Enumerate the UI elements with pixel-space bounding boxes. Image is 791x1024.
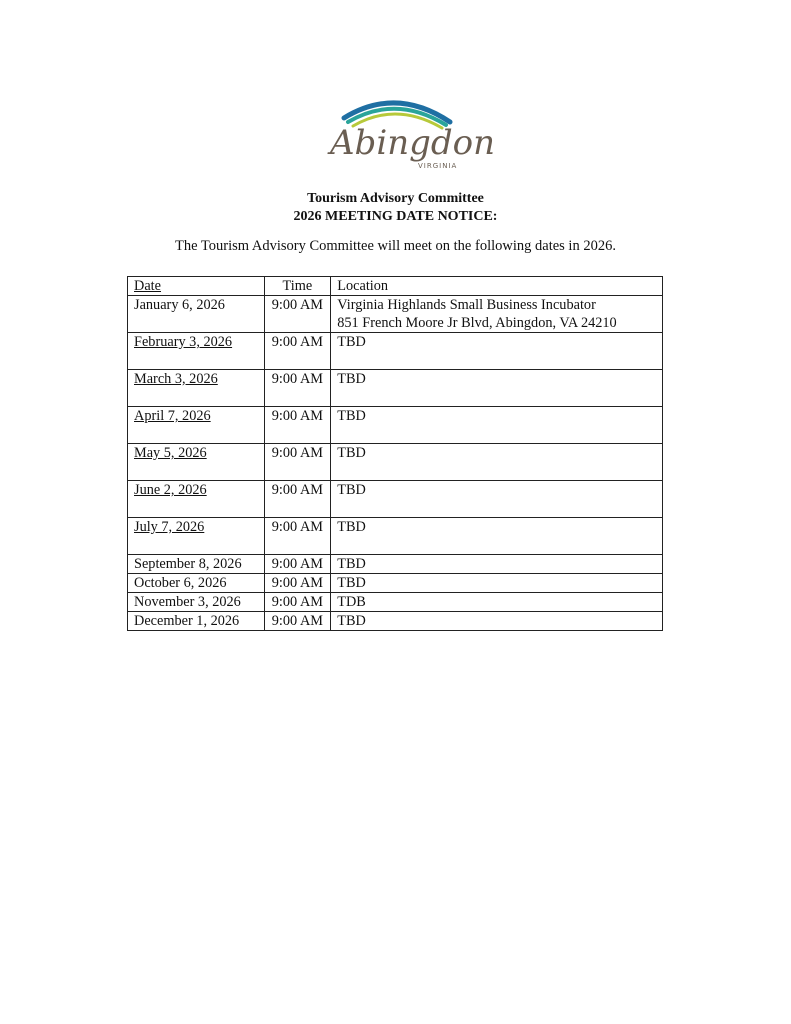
row-location: TBD — [331, 555, 663, 574]
location-line-1: Virginia Highlands Small Business Incubator — [337, 297, 596, 313]
row-time: 9:00 AM — [264, 407, 331, 444]
table-header-row — [128, 277, 663, 296]
table-row — [128, 555, 663, 574]
row-location: TBD — [331, 612, 663, 631]
row-location: TBD — [331, 333, 663, 370]
table-row — [128, 444, 663, 481]
logo-wordmark: Abingdon — [330, 123, 495, 163]
location-line-2: 851 French Moore Jr Blvd, Abingdon, VA 24210 — [337, 315, 617, 331]
row-time: 9:00 AM — [264, 481, 331, 518]
row-time: 9:00 AM — [264, 444, 331, 481]
table-row — [128, 612, 663, 631]
row-location: TBD — [331, 407, 663, 444]
table-row — [128, 333, 663, 370]
table-row — [128, 518, 663, 555]
row-date: July 7, 2026 — [128, 518, 265, 555]
abingdon-logo-graphic — [326, 92, 495, 176]
row-time: 9:00 AM — [264, 370, 331, 407]
header-line-2: 2026 MEETING DATE NOTICE: — [293, 209, 498, 224]
row-location — [331, 296, 663, 333]
row-time: 9:00 AM — [264, 593, 331, 612]
row-time: 9:00 AM — [264, 555, 331, 574]
row-location: TBD — [331, 370, 663, 407]
row-date: May 5, 2026 — [128, 444, 265, 481]
header-time: Time — [264, 277, 331, 296]
row-location: TBD — [331, 481, 663, 518]
meeting-schedule-table — [127, 276, 663, 631]
row-time: 9:00 AM — [264, 574, 331, 593]
row-date: December 1, 2026 — [128, 612, 265, 631]
logo-state: VIRGINIA — [418, 162, 458, 170]
row-date: April 7, 2026 — [128, 407, 265, 444]
abingdon-logo — [326, 92, 495, 176]
row-date: June 2, 2026 — [128, 481, 265, 518]
table-row — [128, 296, 663, 333]
row-location: TBD — [331, 444, 663, 481]
row-time: 9:00 AM — [264, 612, 331, 631]
row-date: January 6, 2026 — [128, 296, 265, 333]
row-time: 9:00 AM — [264, 333, 331, 370]
row-location: TBD — [331, 518, 663, 555]
row-date: October 6, 2026 — [128, 574, 265, 593]
row-date: September 8, 2026 — [128, 555, 265, 574]
table-row — [128, 407, 663, 444]
intro-text: The Tourism Advisory Committee will meet on the following dates in 2026. — [175, 238, 616, 254]
row-time: 9:00 AM — [264, 518, 331, 555]
header-date: Date — [128, 277, 265, 296]
header-location: Location — [331, 277, 663, 296]
row-date: February 3, 2026 — [128, 333, 265, 370]
table-row — [128, 574, 663, 593]
table-row — [128, 481, 663, 518]
table-row — [128, 593, 663, 612]
row-time: 9:00 AM — [264, 296, 331, 333]
row-date: November 3, 2026 — [128, 593, 265, 612]
row-date: March 3, 2026 — [128, 370, 265, 407]
row-location: TDB — [331, 593, 663, 612]
table-row — [128, 370, 663, 407]
header-line-1: Tourism Advisory Committee — [307, 191, 484, 206]
row-location: TBD — [331, 574, 663, 593]
